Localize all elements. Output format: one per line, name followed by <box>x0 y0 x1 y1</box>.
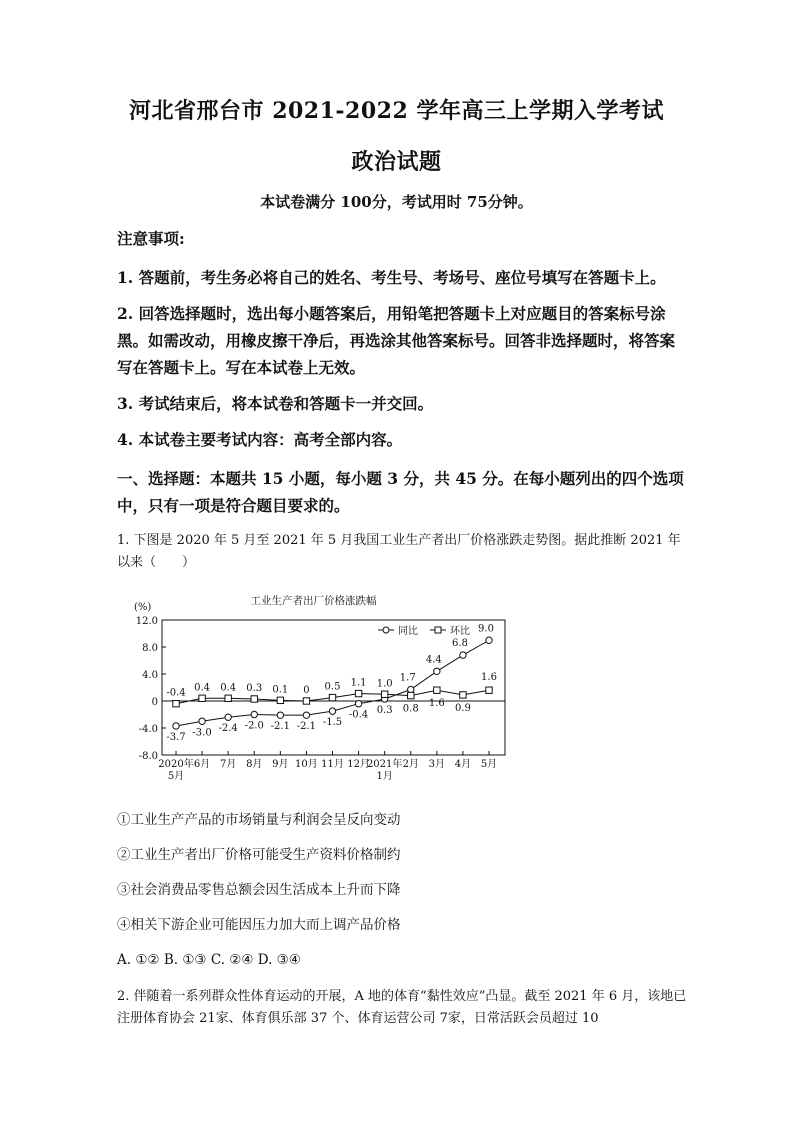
data-label-同比: -2.1 <box>270 721 290 733</box>
data-point-环比 <box>199 695 205 701</box>
y-axis-unit: (%) <box>134 602 152 613</box>
data-point-同比 <box>486 637 492 643</box>
question-1-statement-2: ②工业生产者出厂价格可能受生产资料价格制约 <box>117 847 401 863</box>
section-heading: 一、选择题：本题共 15 小题，每小题 3 分，共 45 分。在每小题列出的四个选项中，只有一项是符合题目要求的。 <box>117 469 684 515</box>
data-point-环比 <box>277 697 283 703</box>
data-label-同比: 1.7 <box>399 672 416 684</box>
question-1-answer-choices: A. ①② B. ①③ C. ②④ D. ③④ <box>117 952 301 968</box>
x-tick-label: 8月 <box>246 759 263 770</box>
x-tick-label: 7月 <box>219 759 237 770</box>
y-tick-label: 8.0 <box>142 643 158 654</box>
data-label-环比: 0.4 <box>220 682 237 694</box>
subject-title: 政治试题 <box>351 149 442 175</box>
chart-title: 工业生产者出厂价格涨跌幅 <box>250 595 377 607</box>
legend-marker-环比 <box>435 627 441 633</box>
data-point-环比 <box>434 687 440 693</box>
legend-marker-同比 <box>383 627 389 633</box>
note-item-3: 3. 考试结束后，将本试卷和答题卡一并交回。 <box>117 394 434 413</box>
data-label-环比: -0.4 <box>166 687 186 699</box>
x-tick-label: 11月 <box>321 759 344 770</box>
y-tick-label: -4.0 <box>138 724 158 735</box>
data-label-同比: 9.0 <box>478 623 494 635</box>
data-label-环比: 1.6 <box>481 672 497 684</box>
data-point-环比 <box>355 690 361 696</box>
data-label-环比: 0.8 <box>402 703 419 715</box>
data-label-同比: -2.4 <box>218 723 238 735</box>
x-tick-label: 2020年 5月 <box>158 759 194 782</box>
x-tick-label: 9月 <box>272 759 289 770</box>
data-label-环比: 1.1 <box>350 677 367 689</box>
data-point-环比 <box>486 687 492 693</box>
data-point-同比 <box>173 723 179 729</box>
data-label-环比: 0 <box>303 685 310 696</box>
data-label-环比: 0.9 <box>454 702 471 714</box>
data-point-环比 <box>329 694 335 700</box>
data-point-环比 <box>303 698 309 704</box>
data-label-同比: 6.8 <box>451 638 468 650</box>
x-tick-label: 2021年 1月 <box>366 759 403 782</box>
price-trend-chart <box>130 590 520 790</box>
exam-info: 本试卷满分 100分，考试用时 75分钟。 <box>260 193 533 211</box>
data-point-同比 <box>408 686 414 692</box>
data-label-同比: -2.0 <box>244 720 264 732</box>
x-tick-label: 3月 <box>428 759 446 770</box>
data-label-环比: 1.6 <box>428 698 445 710</box>
data-label-环比: 0.5 <box>324 681 341 693</box>
y-tick-label: 4.0 <box>142 670 158 681</box>
data-point-同比 <box>329 708 335 714</box>
data-point-同比 <box>199 718 205 724</box>
data-point-环比 <box>251 696 257 702</box>
legend-label-环比: 环比 <box>450 626 470 637</box>
data-label-环比: 0.1 <box>272 684 289 696</box>
note-item-1: 1. 答题前，考生务必将自己的姓名、考生号、考场号、座位号填写在答题卡上。 <box>117 268 666 287</box>
data-label-同比: -3.0 <box>192 727 212 739</box>
y-tick-label: 12.0 <box>135 616 158 627</box>
data-point-同比 <box>303 712 309 718</box>
data-point-同比 <box>225 714 231 720</box>
data-label-同比: -3.7 <box>166 731 186 743</box>
y-tick-label: 0 <box>151 697 158 708</box>
question-1-statement-4: ④相关下游企业可能因压力加大而上调产品价格 <box>117 917 401 933</box>
data-point-同比 <box>251 711 257 717</box>
x-tick-label: 6月 <box>193 759 211 770</box>
x-tick-label: 4月 <box>454 759 472 770</box>
data-label-同比: -0.4 <box>348 709 369 721</box>
data-label-同比: 4.4 <box>425 654 442 666</box>
data-label-同比: -2.1 <box>296 721 317 733</box>
data-point-环比 <box>408 692 414 698</box>
data-point-同比 <box>355 701 361 707</box>
data-label-环比: 0.3 <box>246 682 263 694</box>
data-point-同比 <box>277 712 283 718</box>
data-point-环比 <box>460 692 466 698</box>
data-point-同比 <box>460 652 466 658</box>
data-point-同比 <box>434 668 440 674</box>
question-1-statement-1: ①工业生产产品的市场销量与利润会呈反向变动 <box>117 812 401 828</box>
exam-title: 河北省邢台市 2021-2022 学年高三上学期入学考试 <box>129 98 664 124</box>
data-point-环比 <box>225 695 231 701</box>
data-label-环比: 1.0 <box>376 678 393 690</box>
note-item-2: 2. 回答选择题时，选出每小题答案后，用铅笔把答题卡上对应题目的答案标号涂黑。如需改动，用橡皮擦干净后，再选涂其他答案标号。回答非选择题时，将答案写在答题卡上。写在本试卷上无效。 <box>117 304 676 377</box>
data-label-同比: -1.5 <box>322 717 343 729</box>
data-point-环比 <box>381 691 387 697</box>
data-point-环比 <box>173 701 179 707</box>
question-2-stem: 2. 伴随着一系列群众性体育运动的开展，A 地的体育“黏性效应”凸显。截至 2021 年 6 月，该地已注册体育协会 21家、体育俱乐部 37 个、体育运营公司 7家，日常活跃会员超过 10 <box>117 989 687 1026</box>
data-label-同比: 0.3 <box>376 704 393 716</box>
x-tick-label: 5月 <box>480 759 498 770</box>
question-1-stem: 1. 下图是 2020 年 5 月至 2021 年 5 月我国工业生产者出厂价格涨跌走势图。据此推断 2021 年以来（ ） <box>117 533 681 570</box>
y-tick-label: -8.0 <box>138 751 158 762</box>
notes-heading: 注意事项: <box>117 229 185 248</box>
legend-label-同比: 同比 <box>398 626 418 637</box>
data-label-环比: 0.4 <box>194 682 211 694</box>
x-tick-label: 10月 <box>295 759 318 770</box>
x-tick-label: 12月 <box>347 759 370 770</box>
question-1-statement-3: ③社会消费品零售总额会因生活成本上升而下降 <box>117 882 401 898</box>
x-tick-label: 2月 <box>402 759 419 770</box>
note-item-4: 4. 本试卷主要考试内容：高考全部内容。 <box>117 430 403 449</box>
